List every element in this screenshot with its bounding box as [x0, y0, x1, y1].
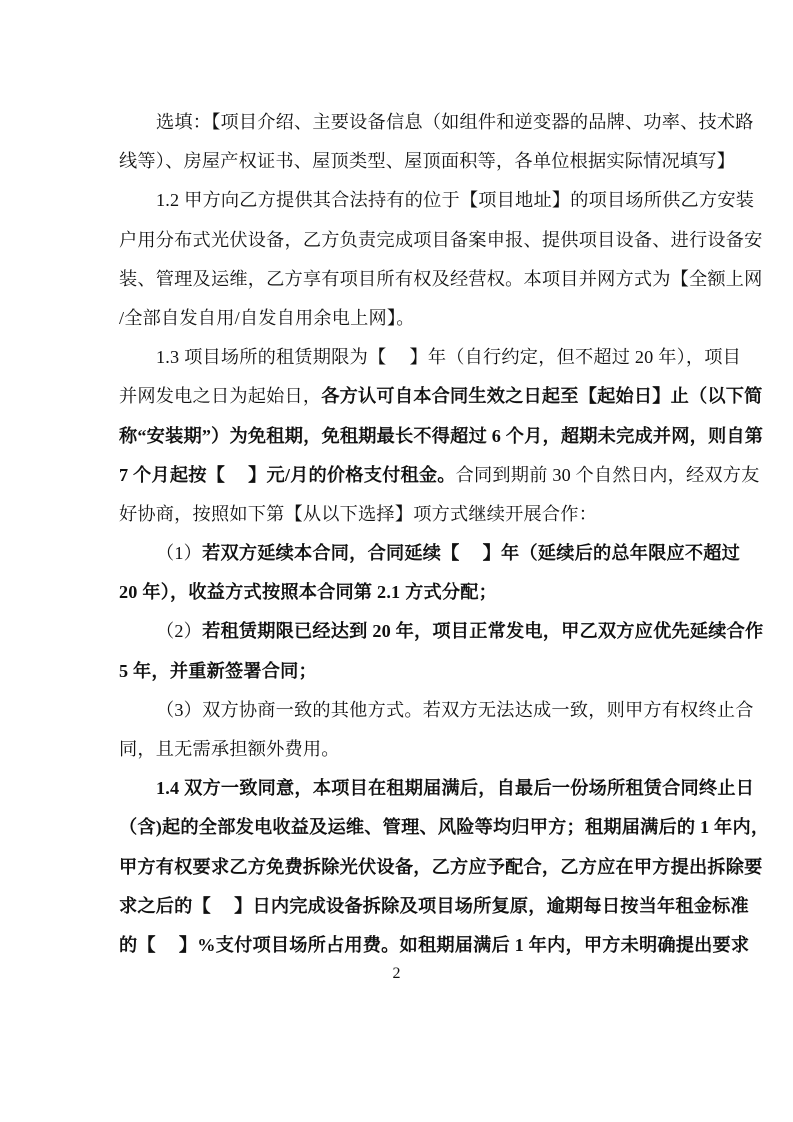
- text-line: [119, 774, 755, 813]
- text: 线等）、房屋产权证书、屋顶类型、屋顶面积等，各单位根据实际情况填写】: [119, 151, 736, 172]
- page-number: 2: [392, 965, 401, 982]
- text-line: [119, 892, 749, 931]
- text-line: [119, 226, 763, 265]
- text-line: [119, 382, 763, 421]
- bold-text: 7 个月起按【 】元/月的价格支付租金。: [119, 464, 456, 485]
- text-line: [119, 539, 741, 578]
- text-line: [119, 108, 754, 147]
- text-line: [119, 304, 675, 343]
- paragraph: [119, 186, 763, 343]
- text: （2）: [156, 621, 203, 642]
- text: 并网发电之日为起始日，: [119, 386, 322, 407]
- text: 好协商，按照如下第【从以下选择】项方式继续开展合作：: [119, 503, 598, 524]
- text: （1）: [156, 543, 203, 564]
- paragraph: [119, 108, 754, 186]
- bold-text: 甲方有权要求乙方免费拆除光伏设备，乙方应予配合，乙方应在甲方提出拆除要: [119, 856, 763, 877]
- paragraph: [119, 539, 741, 617]
- text-line: [119, 186, 755, 225]
- bold-text: 5 年，并重新签署合同；: [119, 660, 317, 681]
- text: 1.2 甲方向乙方提供其合法持有的位于【项目地址】的项目场所供乙方安装: [156, 190, 755, 211]
- bold-text: 若租赁期限已经达到 20 年，项目正常发电，甲乙双方应优先延续合作: [202, 621, 764, 642]
- text-line: [119, 422, 764, 461]
- text-line: [119, 853, 763, 892]
- bold-text: 20 年），收益方式按照本合同第 2.1 方式分配；: [119, 582, 498, 603]
- text: 1.3 项目场所的租赁期限为【 】年（自行约定，但不超过 20 年），项目: [156, 347, 742, 368]
- text-line: [119, 578, 675, 617]
- text-line: [119, 461, 760, 500]
- text: 同，且无需承担额外费用。: [119, 739, 340, 759]
- text-line: [119, 343, 742, 382]
- text: /全部自发自用/自发自用余电上网】。: [119, 307, 415, 328]
- text-line: [119, 813, 770, 852]
- text-line: [119, 696, 754, 735]
- bold-text: 的【 】%支付项目场所占用费。如租期届满后 1 年内，甲方未明确提出要求: [119, 934, 750, 955]
- text: 户用分布式光伏设备，乙方负责完成项目备案申报、提供项目设备、进行设备安: [119, 229, 763, 250]
- paragraph: [119, 617, 764, 695]
- text-line: [119, 147, 736, 186]
- paragraph: [119, 774, 770, 970]
- text: 选填：【项目介绍、主要设备信息（如组件和逆变器的品牌、功率、技术路: [156, 112, 754, 132]
- paragraph: [119, 696, 754, 774]
- bold-text: 求之后的【 】日内完成设备拆除及项目场所复原，逾期每日按当年租金标准: [119, 895, 749, 916]
- text: 装、管理及运维，乙方享有项目所有权及经营权。本项目并网方式为【全额上网: [119, 268, 763, 289]
- bold-text: （含)起的全部发电收益及运维、管理、风险等均归甲方；租期届满后的 1 年内，: [119, 817, 770, 838]
- bold-text: 称“安装期”）为免租期，免租期最长不得超过 6 个月，超期未完成并网，则自第: [119, 425, 764, 446]
- text: （3）双方协商一致的其他方式。若双方无法达成一致，则甲方有权终止合: [156, 699, 754, 720]
- bold-text: 1.4 双方一致同意，本项目在租期届满后，自最后一份场所租赁合同终止日: [156, 778, 755, 799]
- text-line: [119, 500, 675, 539]
- text-line: [119, 617, 764, 656]
- bold-text: 各方认可自本合同生效之日起至【起始日】止（以下简: [321, 386, 763, 407]
- document-body: [119, 108, 770, 970]
- text-line: [119, 265, 763, 304]
- text-line: [119, 657, 675, 696]
- text: 合同到期前 30 个自然日内，经双方友: [455, 464, 760, 485]
- text-line: [119, 735, 675, 774]
- bold-text: 若双方延续本合同，合同延续【 】年（延续后的总年限应不超过: [202, 543, 741, 564]
- paragraph: [119, 343, 764, 539]
